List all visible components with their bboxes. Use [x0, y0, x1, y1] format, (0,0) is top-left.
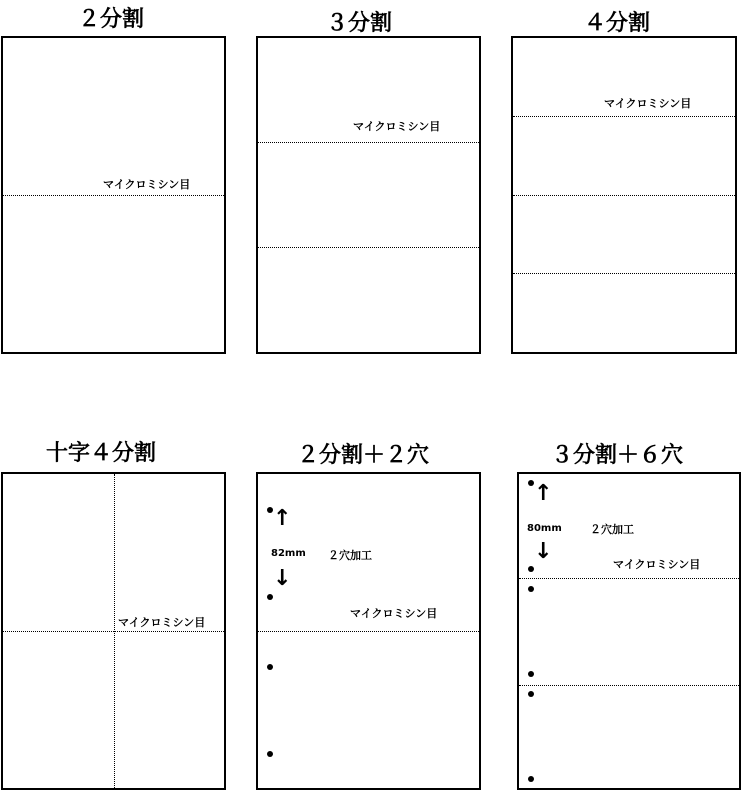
punch-hole — [267, 751, 273, 757]
title-two-split: ２分割 — [78, 7, 145, 32]
perforation-line — [258, 631, 479, 632]
sheet-four-split — [511, 36, 737, 354]
arrow-up-icon: ↑ — [273, 506, 292, 531]
perforation-line — [519, 685, 739, 686]
sheet-three-split-six-hole — [517, 472, 741, 790]
perforation-label: マイクロミシン目 — [353, 120, 441, 133]
perforation-label: マイクロミシン目 — [103, 178, 191, 191]
perforation-label: マイクロミシン目 — [613, 558, 701, 571]
sheet-two-split-two-hole — [256, 472, 481, 790]
punch-hole — [267, 594, 273, 600]
sheet-cross-split — [1, 472, 226, 790]
perforation-line — [513, 195, 735, 196]
perforation-line — [258, 247, 479, 248]
arrow-down-icon: ↓ — [534, 539, 553, 564]
hole-distance-label: 80mm — [527, 523, 562, 534]
hole-process-label: ２穴加工 — [328, 549, 372, 562]
perforation-line-vertical — [114, 474, 115, 788]
punch-hole — [528, 586, 534, 592]
perforation-label: マイクロミシン目 — [604, 97, 692, 110]
title-three-split-six-hole: ３分割＋６穴 — [551, 443, 684, 468]
title-two-split-two-hole: ２分割＋２穴 — [297, 443, 430, 468]
punch-hole — [528, 691, 534, 697]
perforation-line — [3, 195, 224, 196]
perforation-label: マイクロミシン目 — [350, 607, 438, 620]
title-four-split: ４分割 — [584, 11, 651, 36]
hole-distance-label: 82mm — [271, 548, 306, 559]
hole-process-label: ２穴加工 — [590, 523, 634, 536]
perforation-label: マイクロミシン目 — [118, 616, 206, 629]
sheet-three-split — [256, 36, 481, 354]
punch-hole — [528, 566, 534, 572]
perforation-line — [513, 273, 735, 274]
punch-hole — [528, 776, 534, 782]
title-cross-split: 十字４分割 — [46, 441, 157, 466]
punch-hole — [528, 671, 534, 677]
arrow-up-icon: ↑ — [534, 481, 553, 506]
sheet-two-split — [1, 36, 226, 354]
title-three-split: ３分割 — [326, 11, 393, 36]
punch-hole — [267, 664, 273, 670]
perforation-line — [519, 578, 739, 579]
perforation-line — [258, 142, 479, 143]
perforation-line — [513, 116, 735, 117]
arrow-down-icon: ↓ — [273, 566, 292, 591]
